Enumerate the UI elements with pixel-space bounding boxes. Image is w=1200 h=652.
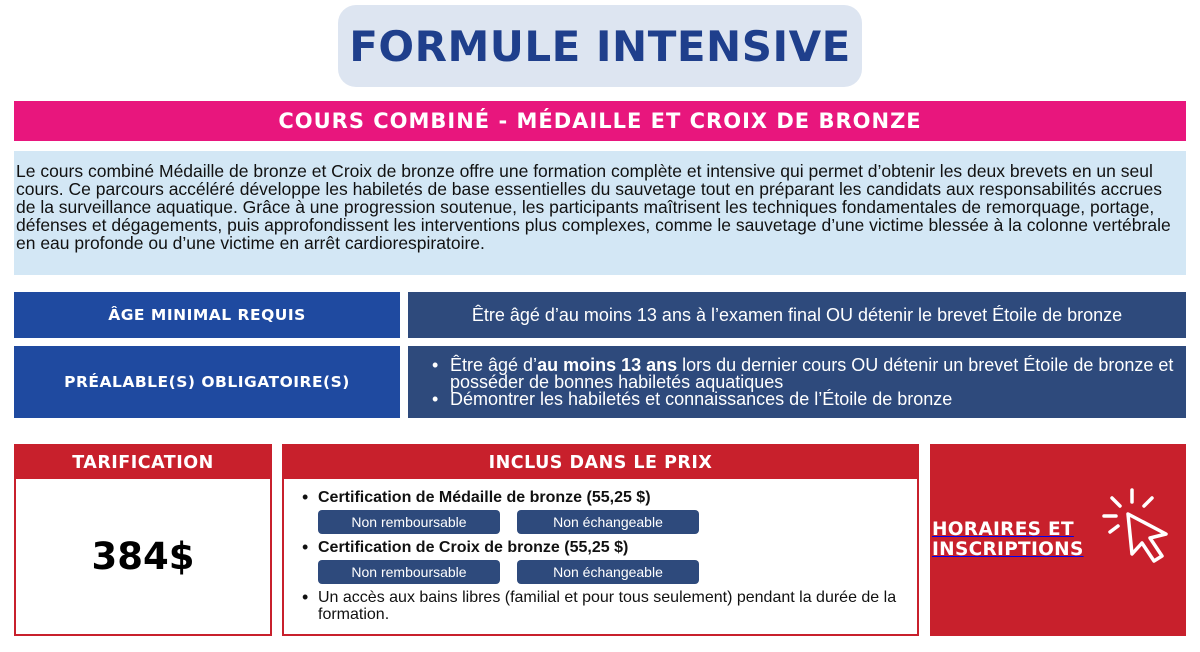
list-item bbox=[432, 354, 1180, 392]
price-value: 384$ bbox=[91, 535, 195, 578]
non-refundable-badge: Non remboursable bbox=[318, 510, 500, 534]
included-item-text: Certification de Médaille de bronze (55,25 $) bbox=[318, 489, 651, 506]
badge-group bbox=[318, 510, 911, 534]
course-title-bar bbox=[14, 101, 1186, 141]
badge-group bbox=[318, 560, 911, 584]
course-title: COURS COMBINÉ - MÉDAILLE ET CROIX DE BRONZE bbox=[278, 109, 922, 133]
list-item bbox=[302, 589, 911, 623]
click-cursor-icon bbox=[1102, 486, 1172, 566]
course-description: Le cours combiné Médaille de bronze et Croix de bronze offre une formation complète et intensive qui permet d’obtenir les deux brevets en un seul cours. Ce parcours accéléré développe les habiletés de base essentielles du sauvetage tout en préparant les candidats aux responsabilités accrues de la surveillance aquatique. Grâce à une progression soutenue, les participants maîtrisent les techniques fondamentales de remorquage, portage, défenses et dégagements, puis approfondissent les interventions plus complexes, comme le sauvetage d’une victime blessée à la colonne vertébrale en eau profonde ou d’une victime en arrêt cardiorespiratoire. bbox=[14, 151, 1186, 275]
included-box bbox=[282, 444, 919, 636]
list-item: • Démontrer les habiletés et connaissances de l’Étoile de bronze bbox=[432, 391, 1180, 408]
non-exchangeable-badge: Non échangeable bbox=[517, 510, 699, 534]
age-requirement-value: Être âgé d’au moins 13 ans à l’examen final OU détenir le brevet Étoile de bronze bbox=[408, 292, 1186, 338]
included-item-text: Certification de Croix de bronze (55,25 $) bbox=[318, 539, 629, 556]
pricing-box bbox=[14, 444, 272, 636]
prerequisite-row bbox=[14, 346, 1186, 418]
cta-label: HORAIRES ET INSCRIPTIONS bbox=[932, 519, 1084, 560]
included-header: INCLUS DANS LE PRIX bbox=[284, 446, 917, 479]
non-refundable-badge: Non remboursable bbox=[318, 560, 500, 584]
list-item bbox=[302, 489, 911, 534]
included-list bbox=[284, 479, 917, 623]
included-item-text: Un accès aux bains libres (familial et pour tous seulement) pendant la durée de la formation. bbox=[318, 589, 897, 623]
prerequisite-label: PRÉALABLE(S) OBLIGATOIRE(S) bbox=[14, 346, 400, 418]
schedule-registration-button[interactable] bbox=[930, 444, 1186, 636]
title-banner bbox=[338, 5, 862, 87]
prereq-emphasis: au moins 13 ans bbox=[537, 354, 678, 375]
prerequisite-value bbox=[408, 346, 1186, 418]
prereq-text: Être âgé d’ bbox=[450, 354, 538, 375]
page-title: FORMULE INTENSIVE bbox=[349, 21, 851, 71]
prereq-text: lors du dernier cours OU détenir un brevet Étoile de bronze et posséder de bonnes habiletés aquatiques bbox=[450, 354, 1174, 392]
non-exchangeable-badge: Non échangeable bbox=[517, 560, 699, 584]
age-requirement-row bbox=[14, 292, 1186, 338]
age-requirement-label: ÂGE MINIMAL REQUIS bbox=[14, 292, 400, 338]
pricing-header: TARIFICATION bbox=[16, 446, 270, 479]
prerequisite-list bbox=[414, 354, 1180, 409]
list-item bbox=[302, 539, 911, 584]
